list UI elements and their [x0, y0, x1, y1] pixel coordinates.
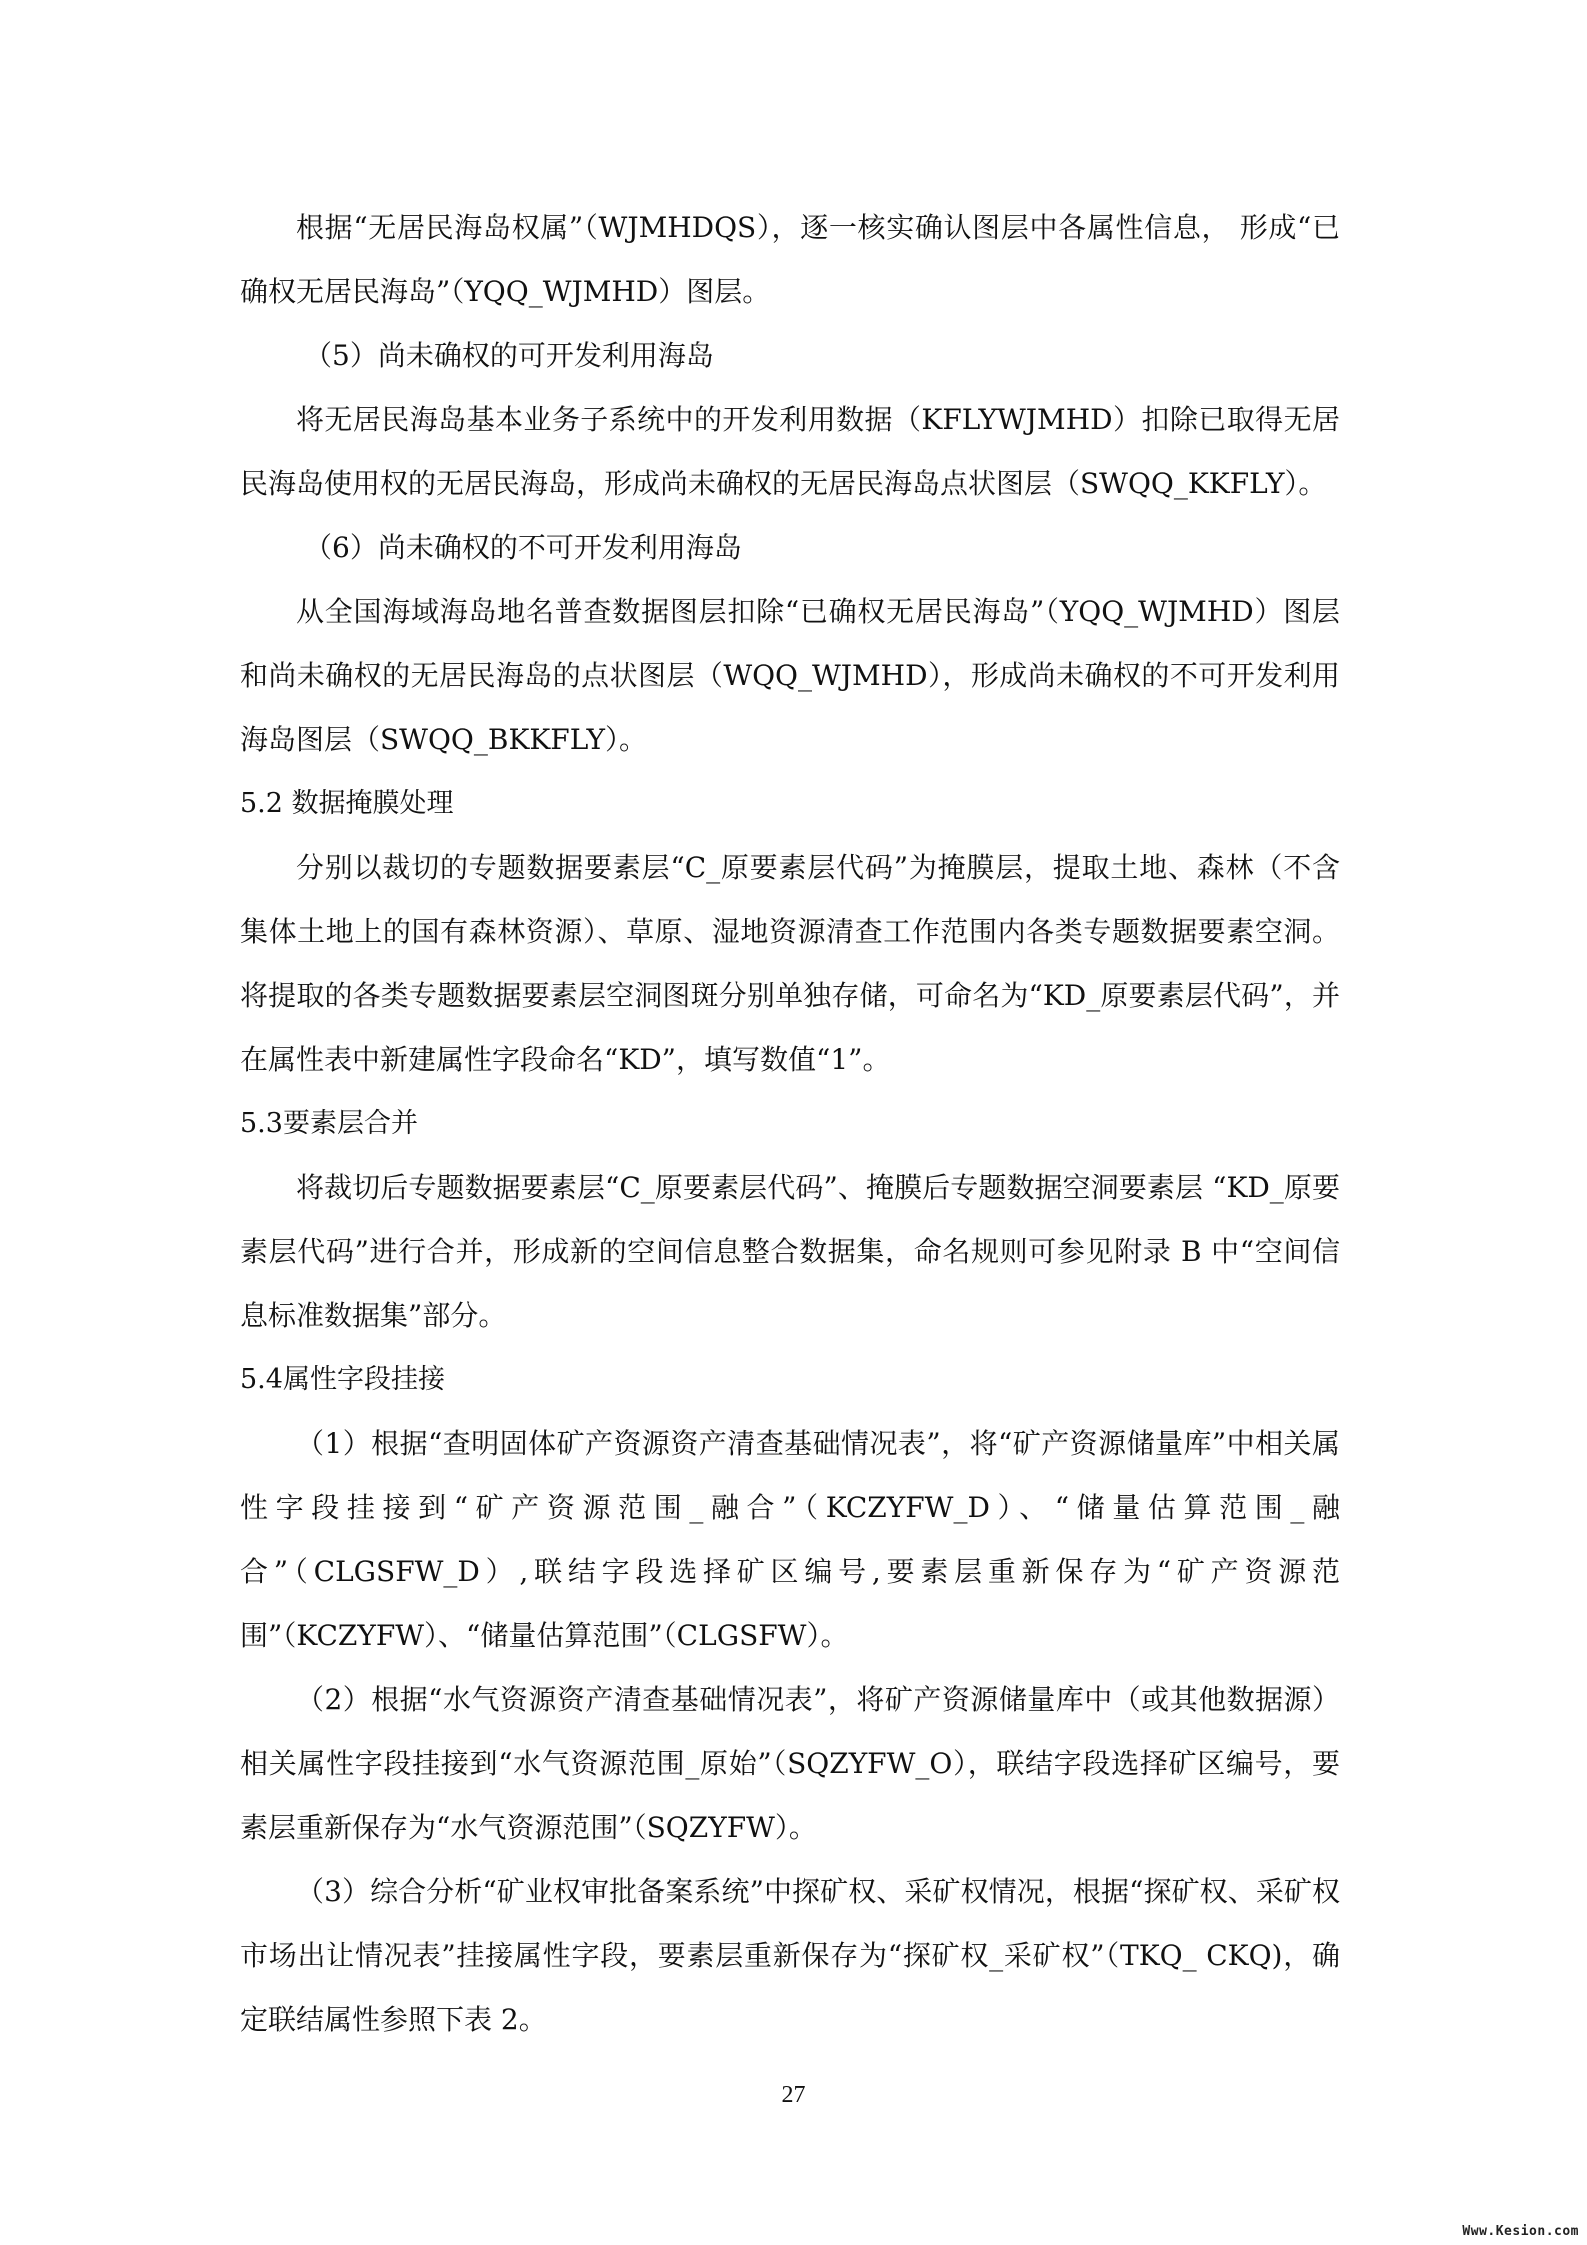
subheading-non-developable-islands: （6）尚未确权的不可开发利用海岛 — [304, 531, 742, 564]
section-heading-5-3 — [240, 1092, 1340, 1156]
section-heading-5-2 — [240, 772, 1340, 836]
paragraph-developable-islands: 将无居民海岛基本业务子系统中的开发利用数据（KFLYWJMHD）扣除已取得无居民海岛使用权的无居民海岛，形成尚未确权的无居民海岛点状图层（SWQQ_KKFLY）。 — [240, 403, 1340, 500]
paragraph-island-ownership: 根据“无居民海岛权属”（WJMHDQS），逐一核实确认图层中各属性信息， 形成“已确权无居民海岛”（YQQ_WJMHD）图层。 — [240, 211, 1340, 308]
section-number: 5.2 — [240, 788, 283, 819]
section-title: 要素层合并 — [282, 1108, 418, 1139]
paragraph-layer-merge: 将裁切后专题数据要素层“C_原要素层代码”、掩膜后专题数据空洞要素层 “KD_原要素层代码”进行合并，形成新的空间信息整合数据集，命名规则可参见附录 B 中“空间信息标准数据集”部分。 — [240, 1171, 1340, 1332]
paragraph-non-developable-islands: 从全国海域海岛地名普查数据图层扣除“已确权无居民海岛”（YQQ_WJMHD）图层和尚未确权的无居民海岛的点状图层（WQQ_WJMHD），形成尚未确权的不可开发利用海岛图层（SWQQ_BKKFLY）。 — [240, 595, 1340, 756]
section-number: 5.3 — [240, 1108, 283, 1139]
document-body — [240, 196, 1340, 2052]
paragraph-mining-rights: （3）综合分析“矿业权审批备案系统”中探矿权、采矿权情况，根据“探矿权、采矿权市场出让情况表”挂接属性字段，要素层重新保存为“探矿权_采矿权”（TKQ_ CKQ)，确定联结属性参照下表 2。 — [240, 1875, 1340, 2036]
section-title: 属性字段挂接 — [282, 1364, 445, 1395]
page-number: 27 — [781, 2082, 806, 2108]
paragraph-water-gas-attributes: （2）根据“水气资源资产清查基础情况表”，将矿产资源储量库中（或其他数据源）相关属性字段挂接到“水气资源范围_原始”（SQZYFW_O），联结字段选择矿区编号，要素层重新保存为“水气资源范围”（SQZYFW）。 — [240, 1683, 1340, 1844]
section-title: 数据掩膜处理 — [291, 788, 454, 819]
section-number: 5.4 — [240, 1364, 283, 1395]
paragraph-mask-processing: 分别以裁切的专题数据要素层“C_原要素层代码”为掩膜层，提取土地、森林（不含集体土地上的国有森林资源）、草原、湿地资源清查工作范围内各类专题数据要素空洞。将提取的各类专题数据要素层空洞图斑分别单独存储，可命名为“KD_原要素层代码”，并在属性表中新建属性字段命名“KD”，填写数值“1”。 — [240, 851, 1340, 1076]
watermark: Www.Kesion.com — [1462, 2224, 1579, 2239]
paragraph-mineral-attributes: （1）根据“查明固体矿产资源资产清查基础情况表”，将“矿产资源储量库”中相关属性字段挂接到“矿产资源范围_融合”（KCZYFW_D）、“储量估算范围_融合”（CLGSFW_D）,联结字段选择矿区编号,要素层重新保存为“矿产资源范围”（KCZYFW）、“储量估算范围”（CLGSFW）。 — [240, 1427, 1340, 1652]
section-heading-5-4 — [240, 1348, 1340, 1412]
subheading-developable-islands: （5）尚未确权的可开发利用海岛 — [304, 339, 714, 372]
